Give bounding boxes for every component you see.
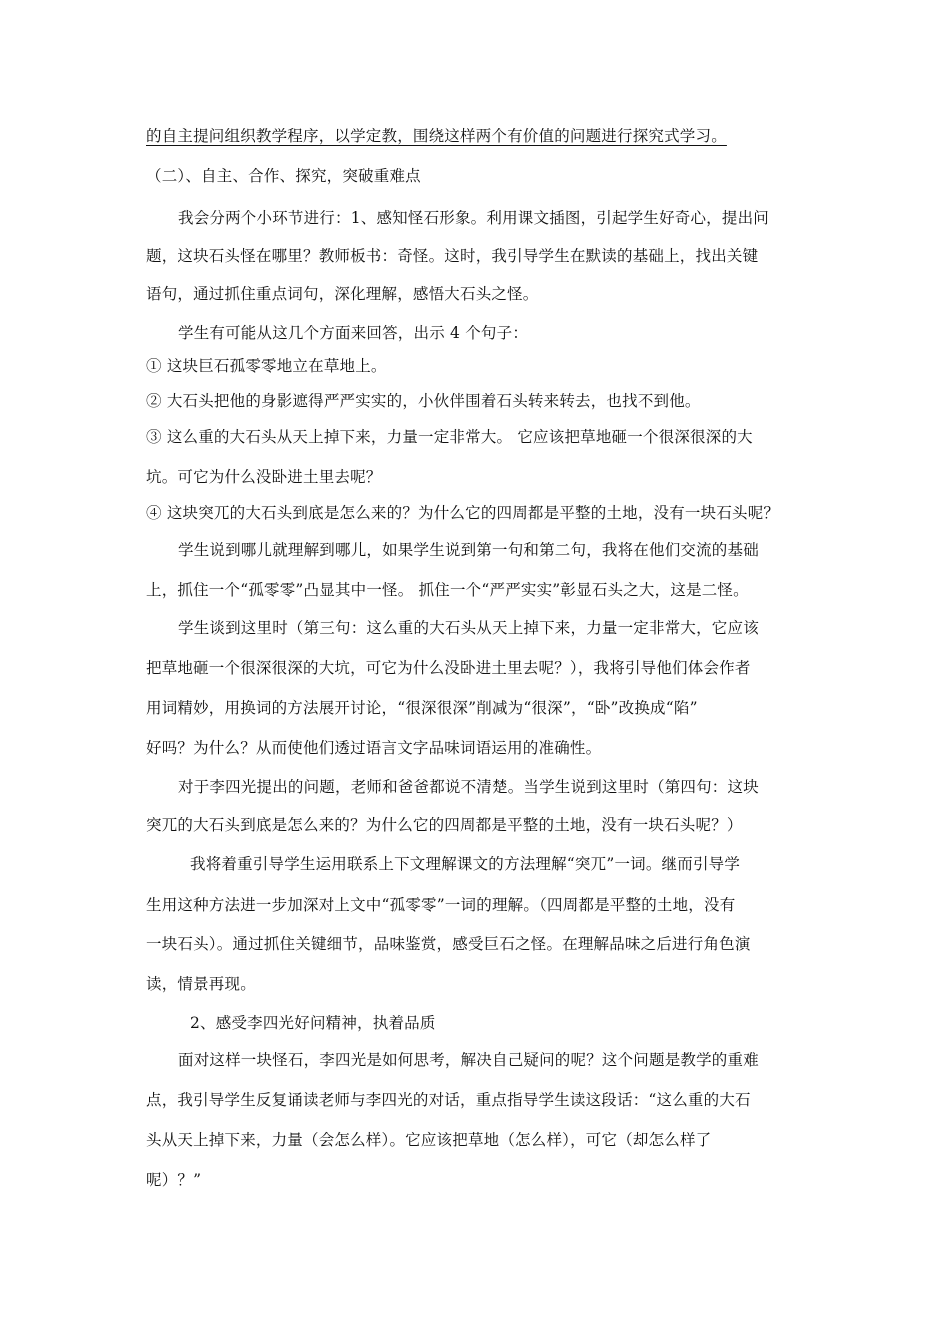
paragraph-line: 把草地砸一个很深很深的大坑，可它为什么没卧进土里去呢？），我将引导他们体会作者: [146, 659, 751, 677]
paragraph-line: 题，这块石头怪在哪里？教师板书：奇怪。这时，我引导学生在默读的基础上，找出关键: [146, 247, 759, 265]
paragraph-line: 一块石头）。通过抓住关键细节，品味鉴赏，感受巨石之怪。在理解品味之后进行角色演: [146, 935, 751, 953]
list-item-sentence-3-cont: 坑。可它为什么没卧进土里去呢？: [146, 468, 382, 486]
paragraph-line: 语句，通过抓住重点词句，深化理解，感悟大石头之怪。: [146, 285, 539, 303]
paragraph-line: 学生谈到这里时（第三句：这么重的大石头从天上掉下来，力量一定非常大，它应该: [178, 619, 759, 637]
paragraph-line: 点，我引导学生反复诵读老师与李四光的对话，重点指导学生读这段话：“这么重的大石: [146, 1091, 751, 1109]
paragraph-line: 对于李四光提出的问题，老师和爸爸都说不清楚。当学生说到这里时（第四句：这块: [178, 778, 759, 796]
paragraph-line: 学生说到哪儿就理解到哪儿，如果学生说到第一句和第二句，我将在他们交流的基础: [178, 541, 759, 559]
paragraph-line: 呢）？”: [146, 1171, 202, 1189]
list-item-sentence-4: ④ 这块突兀的大石头到底是怎么来的？为什么它的四周都是平整的土地，没有一块石头呢？: [146, 504, 780, 522]
list-item-sentence-2: ② 大石头把他的身影遮得严严实实的，小伙伴围着石头转来转去，也找不到他。: [146, 392, 701, 410]
list-item-sentence-3: ③ 这么重的大石头从天上掉下来，力量一定非常大。 它应该把草地砸一个很深很深的大: [146, 428, 753, 446]
list-item-sentence-1: ① 这块巨石孤零零地立在草地上。: [146, 357, 387, 375]
text-line-continuation: 的自主提问组织教学程序，以学定教，围绕这样两个有价值的问题进行探究式学习。: [146, 127, 727, 145]
paragraph-line: 突兀的大石头到底是怎么来的？为什么它的四周都是平整的土地，没有一块石头呢？）: [146, 816, 743, 834]
paragraph-line: 我会分两个小环节进行：1、感知怪石形象。利用课文插图，引起学生好奇心，提出问: [178, 209, 769, 227]
section-heading: （二）、自主、合作、探究，突破重难点: [146, 167, 421, 185]
paragraph-line: 上，抓住一个“孤零零”凸显其中一怪。 抓住一个“严严实实”彰显石头之大，这是二怪。: [146, 581, 749, 599]
paragraph-line: 头从天上掉下来，力量（会怎么样）。它应该把草地（怎么样），可它（却怎么样了: [146, 1131, 712, 1149]
paragraph-line: 我将着重引导学生运用联系上下文理解课文的方法理解“突兀”一词。继而引导学: [190, 855, 741, 873]
paragraph-line: 生用这种方法进一步加深对上文中“孤零零”一词的理解。（四周都是平整的土地，没有: [146, 896, 736, 914]
paragraph-line: 读，情景再现。: [146, 975, 256, 993]
paragraph-line: 面对这样一块怪石，李四光是如何思考，解决自己疑问的呢？这个问题是教学的重难: [178, 1051, 759, 1069]
paragraph-line: 用词精妙，用换词的方法展开讨论，“很深很深”削减为“很深”，“卧”改换成“陷”: [146, 699, 698, 717]
paragraph-line: 学生有可能从这几个方面来回答，出示 4 个句子：: [178, 324, 529, 342]
subsection-heading: 2、感受李四光好问精神，执着品质: [190, 1014, 436, 1032]
paragraph-line: 好吗？为什么？从而使他们透过语言文字品味词语运用的准确性。: [146, 739, 602, 757]
